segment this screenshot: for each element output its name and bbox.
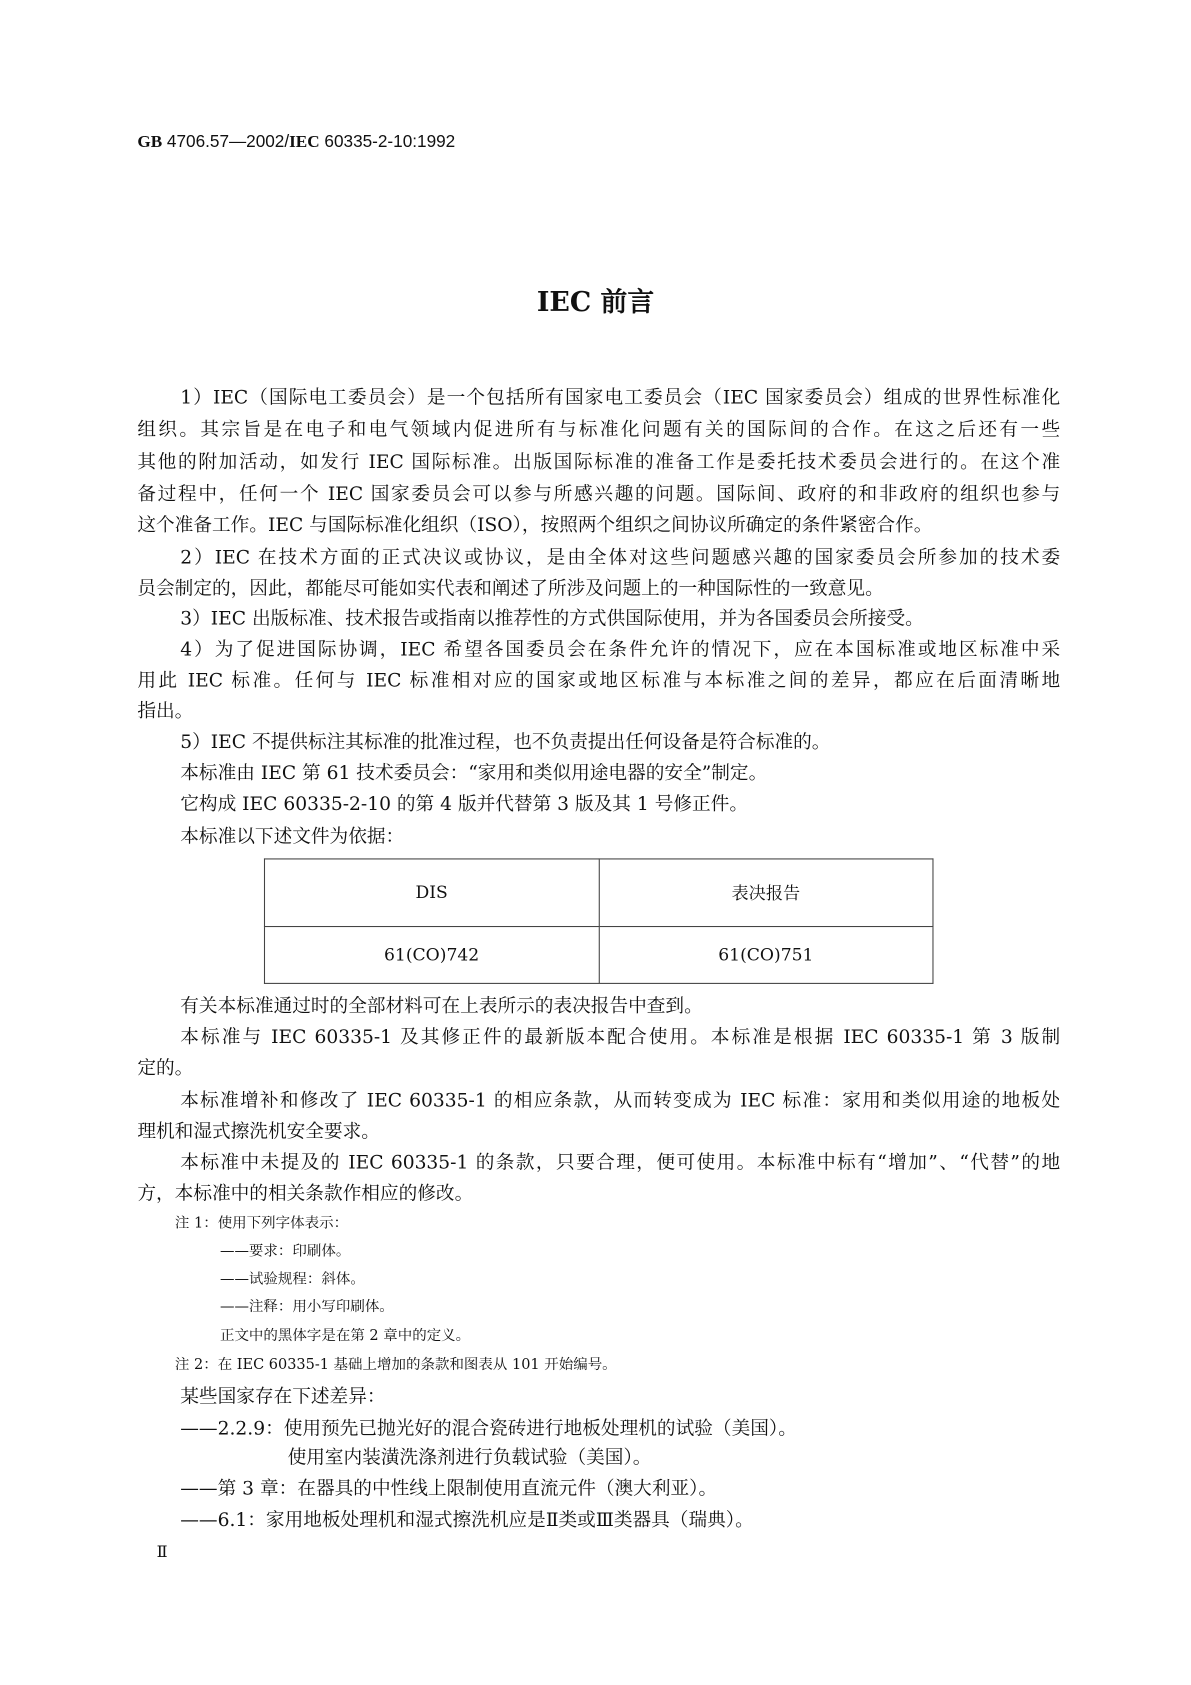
body-line: 其他的附加活动，如发行 IEC 国际标准。出版国际标准的准备工作是委托技术委员会进行的。在这个准 <box>137 451 1061 474</box>
note-item: ——要求：印刷体。 <box>219 1242 351 1260</box>
diff-line: ——6.1：家用地板处理机和湿式擦洗机应是Ⅱ类或Ⅲ类器具（瑞典）。 <box>180 1509 754 1532</box>
body-line: 有关本标准通过时的全部材料可在上表所示的表决报告中查到。 <box>180 995 703 1018</box>
body-line: 指出。 <box>137 700 194 723</box>
voting-table <box>264 858 934 984</box>
body-line: 定的。 <box>137 1057 194 1080</box>
note-item: ——试验规程：斜体。 <box>219 1270 365 1288</box>
header-gb: GB <box>137 133 163 152</box>
table-row <box>264 926 932 983</box>
body-line: 3）IEC 出版标准、技术报告或指南以推荐性的方式供国际使用，并为各国委员会所接受。 <box>180 608 924 630</box>
body-line: 4）为了促进国际协调，IEC 希望各国委员会在条件允许的情况下，应在本国标准或地区标准中采 <box>180 639 1061 661</box>
page-title: IEC 前言 <box>536 286 655 318</box>
header-iec-std: 60335-2-10:1992 <box>324 133 456 152</box>
body-line: 用此 IEC 标准。任何与 IEC 标准相对应的国家或地区标准与本标准之间的差异，都应在后面清晰地 <box>137 670 1061 693</box>
body-line: 组织。其宗旨是在电子和电气领域内促进所有与标准化问题有关的国际间的合作。在这之后还有一些 <box>137 419 1061 442</box>
header-iec: IEC <box>289 133 320 152</box>
body-line: 本标准由 IEC 第 61 技术委员会：“家用和类似用途电器的安全”制定。 <box>180 762 768 785</box>
diff-line: 使用室内装潢洗涤剂进行负载试验（美国）。 <box>287 1447 652 1469</box>
table-header: 表决报告 <box>599 859 933 926</box>
note-2: 注 2：在 IEC 60335-1 基础上增加的条款和图表从 101 开始编号。 <box>174 1356 617 1374</box>
body-line: 本标准以下述文件为依据： <box>180 826 405 848</box>
body-line: 2）IEC 在技术方面的正式决议或协议，是由全体对这些问题感兴趣的国家委员会所参加的技术委 <box>180 547 1061 569</box>
standard-header <box>137 133 455 152</box>
diff-line: ——2.2.9：使用预先已抛光好的混合瓷砖进行地板处理机的试验（美国）。 <box>180 1418 797 1440</box>
diff-line: ——第 3 章：在器具的中性线上限制使用直流元件（澳大利亚）。 <box>180 1478 718 1501</box>
table-cell: 61(CO)751 <box>599 926 933 983</box>
table-cell: 61(CO)742 <box>264 926 598 983</box>
table-header: DIS <box>264 859 598 926</box>
body-line: 方，本标准中的相关条款作相应的修改。 <box>137 1183 474 1205</box>
note-1: 注 1：使用下列字体表示： <box>174 1214 349 1232</box>
body-line: 本标准中未提及的 IEC 60335-1 的条款，只要合理，便可使用。本标准中标有“增加”、“代替”的地 <box>180 1152 1061 1174</box>
table-header-row <box>264 859 932 926</box>
page-number: Ⅱ <box>156 1541 168 1562</box>
body-line: 员会制定的，因此，都能尽可能如实代表和阐述了所涉及问题上的一种国际性的一致意见。 <box>137 578 884 600</box>
body-line: 它构成 IEC 60335-2-10 的第 4 版并代替第 3 版及其 1 号修正件。 <box>180 794 749 816</box>
body-line: 备过程中，任何一个 IEC 国家委员会可以参与所感兴趣的问题。国际间、政府的和非政府的组织也参与 <box>137 483 1061 506</box>
body-line: 本标准与 IEC 60335-1 及其修正件的最新版本配合使用。本标准是根据 IEC 60335-1 第 3 版制 <box>180 1026 1061 1049</box>
note-item: 正文中的黑体字是在第 2 章中的定义。 <box>219 1327 471 1345</box>
body-line: 这个准备工作。IEC 与国际标准化组织（ISO），按照两个组织之间协议所确定的条件紧密合作。 <box>137 515 933 537</box>
diff-line: 某些国家存在下述差异： <box>180 1386 386 1408</box>
body-line: 本标准增补和修改了 IEC 60335-1 的相应条款，从而转变成为 IEC 标准：家用和类似用途的地板处 <box>180 1090 1061 1112</box>
note-item: ——注释：用小写印刷体。 <box>219 1298 394 1316</box>
body-line: 理机和湿式擦洗机安全要求。 <box>137 1121 380 1143</box>
body-line: 1）IEC（国际电工委员会）是一个包括所有国家电工委员会（IEC 国家委员会）组成的世界性标准化 <box>180 387 1061 409</box>
body-line: 5）IEC 不提供标注其标准的批准过程，也不负责提出任何设备是符合标准的。 <box>180 731 831 754</box>
header-std: 4706.57—2002/ <box>166 133 290 152</box>
